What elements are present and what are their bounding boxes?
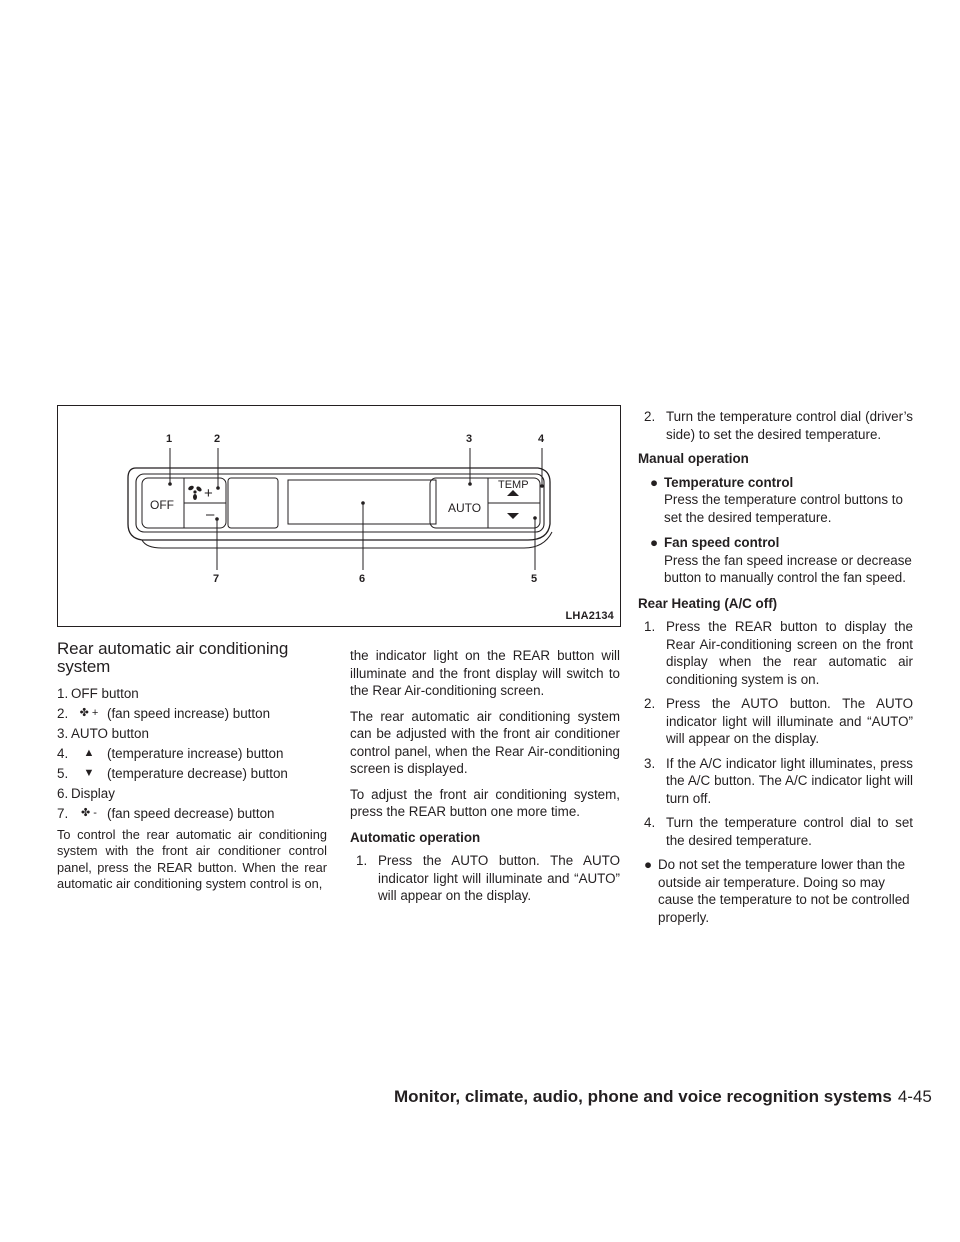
list-item: ● Do not set the temperature lower than the outside air temperature. Doing so may cause the temperature to not be controlled properly. xyxy=(644,857,910,925)
bullet-icon: ● xyxy=(644,857,653,872)
list-item: 2. Turn the temperature control dial (driver’s side) to set the desired temperature. xyxy=(644,409,913,442)
fan-plus-icon: ✤ + xyxy=(79,707,99,719)
column-1 xyxy=(57,640,327,901)
callout-2: 2 xyxy=(214,433,221,445)
panel-auto-label: AUTO xyxy=(448,501,482,515)
list-item: 1. OFF button xyxy=(57,686,139,701)
list-item: 1. Press the AUTO button. The AUTO indicator light will illuminate and “AUTO” will appear on the display. xyxy=(356,853,620,903)
list-item: 3. If the A/C indicator light illuminates, press the A/C button. The A/C indicator light will turn off. xyxy=(644,755,913,806)
automatic-operation-heading: Automatic operation xyxy=(350,829,481,845)
list-item: 7. ✤ - (fan speed decrease) button xyxy=(57,806,275,821)
manual-bullets xyxy=(638,474,913,587)
automatic-steps xyxy=(350,852,620,905)
list-item: ● Temperature control Press the temperature control buttons to set the desired temperature. xyxy=(650,474,903,525)
rear-heating-steps xyxy=(638,618,913,849)
callout-3: 3 xyxy=(466,433,473,445)
panel-off-label: OFF xyxy=(150,498,174,512)
rear-heating-heading: Rear Heating (A/C off) xyxy=(638,595,778,611)
panel-plus-label: + xyxy=(204,485,213,502)
list-item: 1. Press the REAR button to display the Rear Air-conditioning screen on the front display when the rear automatic air conditioning system is on. xyxy=(644,619,913,687)
list-item: 2. Press the AUTO button. The AUTO indicator light will illuminate and “AUTO” will appear on the display. xyxy=(644,696,913,746)
figure-label: LHA2134 xyxy=(565,610,614,622)
list-item: 5. ▼ (temperature decrease) button xyxy=(57,766,288,781)
note-bullets xyxy=(638,856,913,926)
bullet-icon: ● xyxy=(650,535,659,550)
list-item: 3. AUTO button xyxy=(57,726,149,741)
list-item: 4. ▲ (temperature increase) button xyxy=(57,746,284,761)
panel-minus-label: – xyxy=(206,506,215,523)
triangle-up-icon: ▲ xyxy=(83,747,95,759)
callout-5: 5 xyxy=(531,573,538,585)
rear-ac-panel-illustration xyxy=(58,406,620,626)
chapter-title: Monitor, climate, audio, phone and voice recognition systems xyxy=(394,1087,892,1106)
callout-7: 7 xyxy=(213,573,220,585)
triangle-down-icon: ▼ xyxy=(83,767,95,779)
fan-minus-icon: ✤ - xyxy=(81,807,97,819)
callout-6: 6 xyxy=(359,573,366,585)
column-2 xyxy=(350,647,620,912)
paragraph: The rear automatic air conditioning system can be adjusted with the front air conditioner control panel, when the Rear Air-conditioning screen is displayed. xyxy=(350,708,620,776)
page-number: 4-45 xyxy=(897,1087,932,1106)
control-panel-figure xyxy=(57,405,621,627)
list-item: 6. Display xyxy=(57,786,115,801)
panel-temp-label: TEMP xyxy=(498,479,529,491)
page-footer xyxy=(394,1087,932,1107)
intro-paragraph: To control the rear automatic air conditioning system with the front air conditioner control panel, press the REAR button. When the rear automatic air conditioning system control is on, xyxy=(57,826,327,891)
legend-list xyxy=(57,685,327,823)
section-title: Rear automatic air conditioning system xyxy=(57,639,289,676)
callout-1: 1 xyxy=(166,433,173,445)
list-item: 4. Turn the temperature control dial to set the desired temperature. xyxy=(644,815,913,848)
manual-operation-heading: Manual operation xyxy=(638,451,749,466)
list-item: ● Fan speed control Press the fan speed increase or decrease button to manually control the fan speed. xyxy=(650,535,912,585)
callout-4: 4 xyxy=(538,433,545,445)
paragraph: To adjust the front air conditioning system, press the REAR button one more time. xyxy=(350,786,620,819)
column-3 xyxy=(638,408,913,934)
list-item: 2. ✤ + (fan speed increase) button xyxy=(57,706,271,721)
automatic-steps-cont xyxy=(638,408,913,443)
bullet-icon: ● xyxy=(650,474,659,490)
paragraph: the indicator light on the REAR button will illuminate and the front display will switch to the Rear Air-conditioning screen. xyxy=(350,648,620,698)
